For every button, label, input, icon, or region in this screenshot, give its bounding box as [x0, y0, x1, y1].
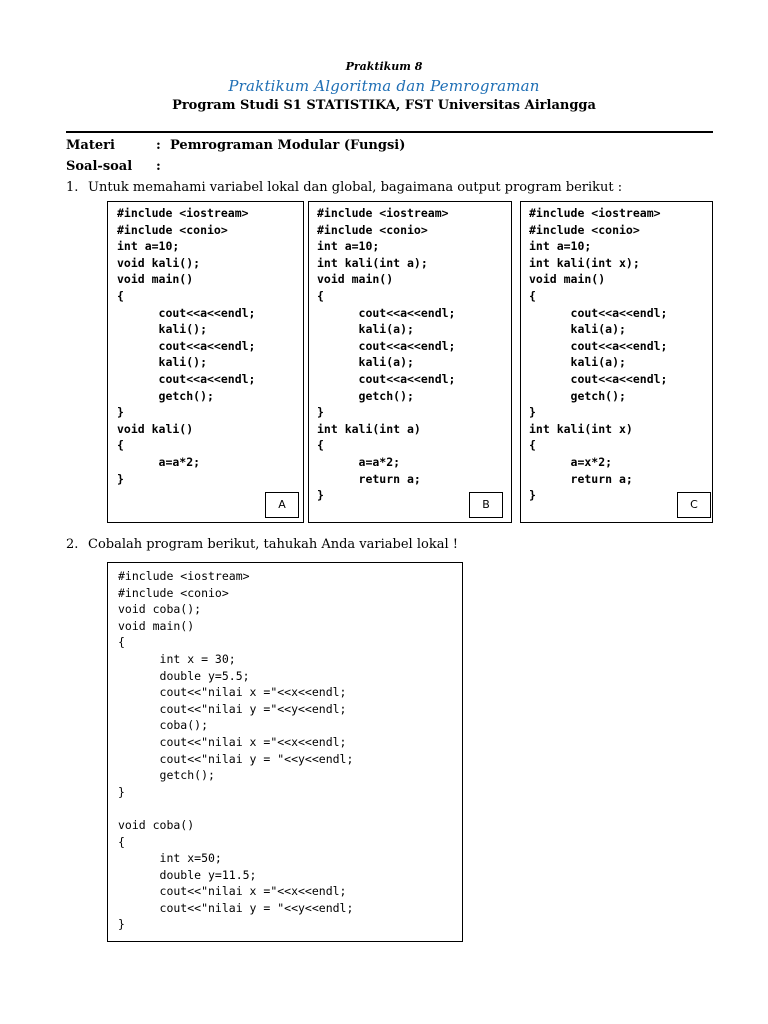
code-a: #include <iostream> #include <conio> int a=10; void kali(); void main() { cout<<a<<endl; kali(); cout<<a<<endl; kali(); cout<<a<<endl; getch(); } void kali() { a=a*2; }: [117, 206, 256, 486]
code-box-a: [107, 201, 304, 523]
question-2: [66, 537, 458, 552]
code-box-2: [107, 562, 463, 942]
header-subtitle: Program Studi S1 STATISTIKA, FST Universitas Airlangga: [172, 98, 596, 113]
header-rule: [66, 131, 713, 133]
code-box-c: [520, 201, 713, 523]
code-box-b: [308, 201, 512, 523]
code-2: #include <iostream> #include <conio> void coba(); void main() { int x = 30; double y=5.5; cout<<"nilai x ="<<x<<endl; cout<<"nilai y ="<<y<<endl; coba(); cout<<"nilai x ="<<x<<endl; cout<<"nilai y = "<<y<<endl; getch(); } void coba() { int x=50; double y=11.5; cout<<"nilai x ="<<x<<endl; cout<<"nilai y = "<<y<<endl; }: [118, 569, 354, 932]
header-small-title: Praktikum 8: [345, 60, 423, 73]
question-1-number: 1.: [66, 180, 79, 195]
code-c: #include <iostream> #include <conio> int a=10; int kali(int x); void main() { cout<<a<<endl; kali(a); cout<<a<<endl; kali(a); cout<<a<<endl; getch(); } int kali(int x) { a=x*2; return a; }: [529, 206, 668, 503]
question-2-number: 2.: [66, 537, 79, 552]
code-b: #include <iostream> #include <conio> int a=10; int kali(int a); void main() { cout<<a<<endl; kali(a); cout<<a<<endl; kali(a); cout<<a<<endl; getch(); } int kali(int a) { a=a*2; return a; }: [317, 206, 456, 503]
soal-colon: :: [156, 159, 161, 174]
soal-label: Soal-soal: [66, 159, 133, 174]
question-1-text: Untuk memahami variabel lokal dan global, bagaimana output program berikut :: [88, 180, 623, 195]
tag-a: A: [265, 492, 299, 518]
materi-label: Materi: [66, 138, 115, 153]
header-title: Praktikum Algoritma dan Pemrograman: [228, 77, 540, 95]
materi-value: Pemrograman Modular (Fungsi): [170, 138, 406, 153]
question-2-text: Cobalah program berikut, tahukah Anda variabel lokal !: [88, 537, 458, 552]
materi-row: [66, 138, 405, 153]
question-1: [66, 180, 622, 195]
tag-b: B: [469, 492, 503, 518]
soal-row: [66, 159, 170, 174]
tag-c: C: [677, 492, 711, 518]
materi-colon: :: [156, 138, 161, 153]
